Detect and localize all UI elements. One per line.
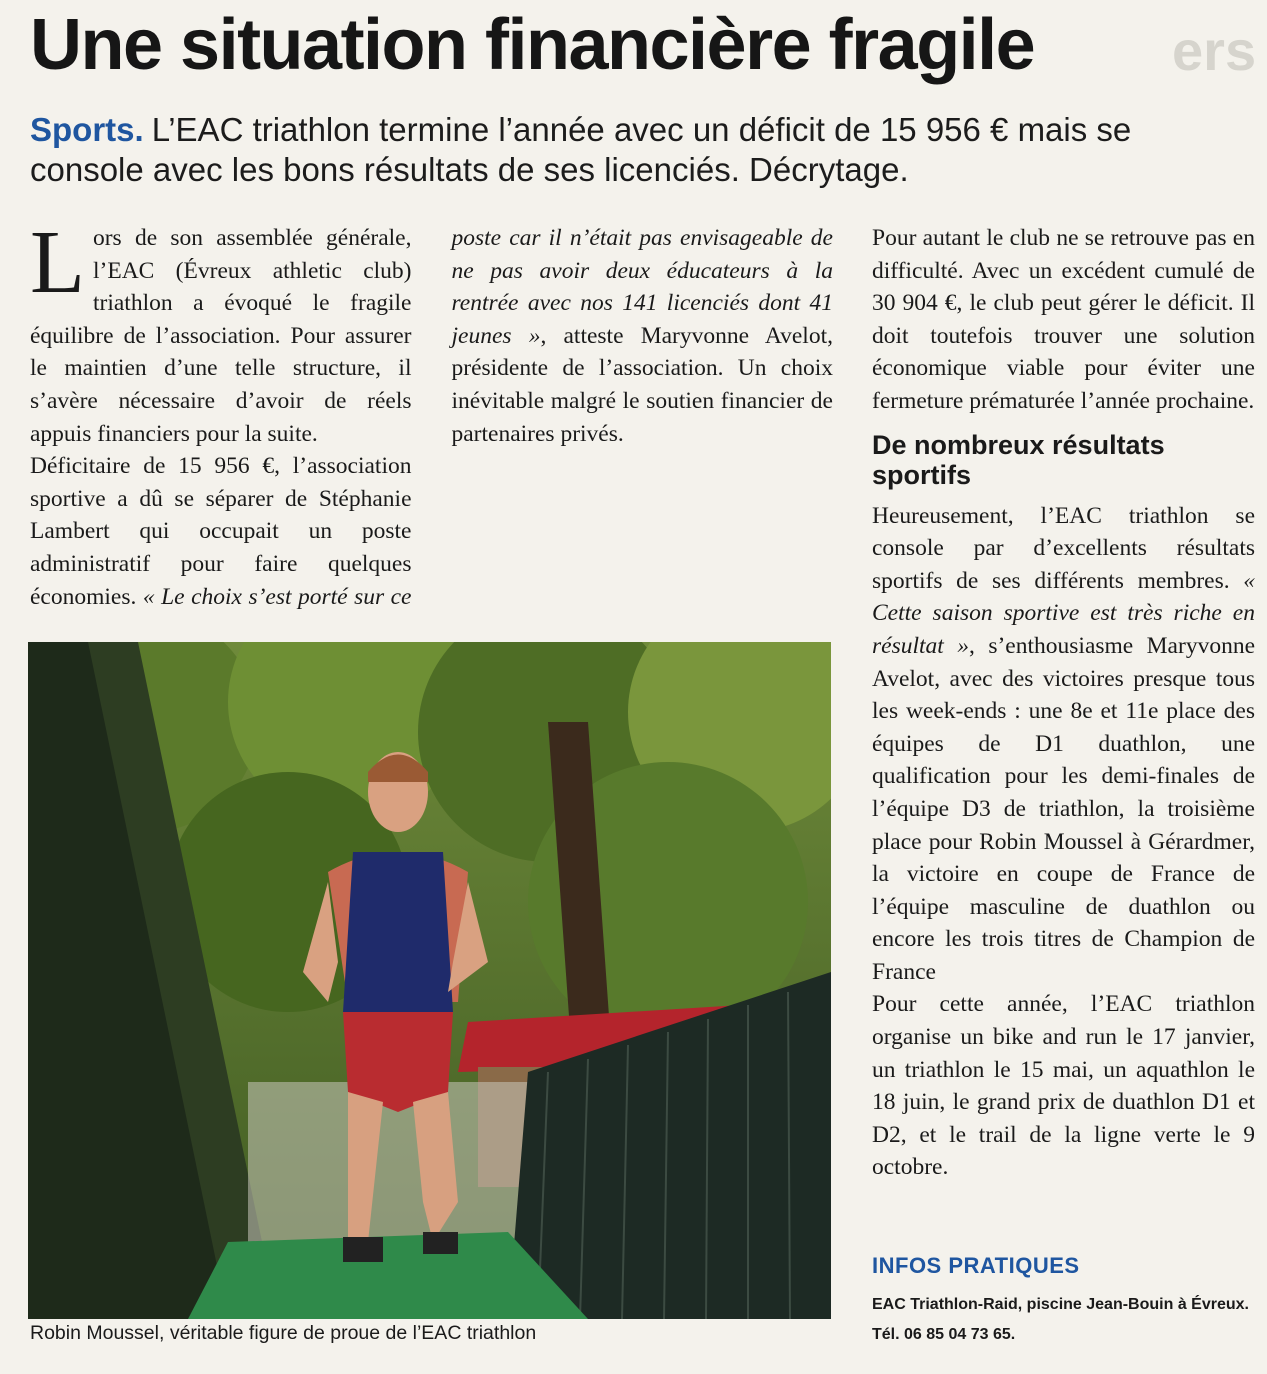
paragraph-surplus: Pour autant le club ne se retrouve pas en difficulté. Avec un excédent cumulé de 30 904 €, le club peut gérer le déficit. Il doit toutefois trouver une solution économique viable pour éviter une fermeture prématurée l’année prochaine. [872, 225, 1255, 414]
deck-text: L’EAC triathlon termine l’année avec un déficit de 15 956 € mais se console avec les bons résultats de ses licenciés. Décrytage. [30, 111, 1132, 188]
section-tag: Sports. [30, 111, 144, 148]
drop-cap: L [30, 213, 85, 312]
paragraph-intro: Lors de son assemblée générale, l’EAC (Évreux athletic club) triathlon a évoqué le fragile équilibre de l’association. Pour assurer le maintien d’une telle structure, il s’avère nécessaire d’avoir de réels appuis financiers pour la suite. [30, 213, 412, 447]
paragraph-results: Heureusement, l’EAC triathlon se console par d’excellents résultats sportifs de ses différents membres. « Cette saison sportive est très riche en résultat », s’enthousiasme Maryvonne Avelot, avec des victoires presque tous les week-ends : une 8e et 11e place des équipes de D1 duathlon, une qualification pour les demi-finales de l’équipe D3 de triathlon, la troisième place pour Robin Moussel à Gérardmer, la victoire en coupe de France de l’équipe masculine de duathlon ou encore les trois titres de Champion de France [872, 502, 1255, 985]
quote-season: « Cette saison sportive est très riche en résultat » [872, 567, 1255, 659]
article-photo [28, 642, 831, 1319]
infos-title: INFOS PRATIQUES [872, 1253, 1080, 1278]
infos-text: EAC Triathlon-Raid, piscine Jean-Bouin à Évreux. Tél. 06 85 04 73 65. [872, 1296, 1249, 1343]
quote-president: « Le choix s’est porté sur ce poste car il n’était pas envisageable de ne pas avoir deux éducateurs à la rentrée avec nos 141 licenciés dont 41 jeunes » [142, 225, 833, 610]
paragraph-deficit: Déficitaire de 15 956 €, l’association sportive a dû se séparer de Stéphanie Lambert qui occupait un poste administratif pour faire quelques économies. « Le choix s’est porté sur ce poste car il n’était pas envisageable de ne pas avoir deux éducateurs à la rentrée avec nos 141 licenciés dont 41 jeunes », atteste Maryvonne Avelot, présidente de l’association. Un choix inévitable malgré le soutien financier de partenaires privés. [30, 225, 833, 610]
headline: Une situation financière fragile [30, 5, 1035, 85]
photo-caption: Robin Moussel, véritable figure de proue de l’EAC triathlon [30, 1322, 537, 1344]
subhead: De nombreux résultats sportifs [872, 429, 1165, 490]
column-1 [30, 213, 833, 622]
deck [30, 110, 1200, 190]
adjacent-article-fragment: ers [1172, 19, 1257, 82]
column-3 [872, 222, 1255, 1252]
paragraph-events: Pour cette année, l’EAC triathlon organise un bike and run le 17 janvier, un triathlon le 15 mai, un aquathlon le 18 juin, le grand prix de duathlon D1 et D2, et le trail de la ligne verte le 9 octobre. [872, 991, 1255, 1181]
